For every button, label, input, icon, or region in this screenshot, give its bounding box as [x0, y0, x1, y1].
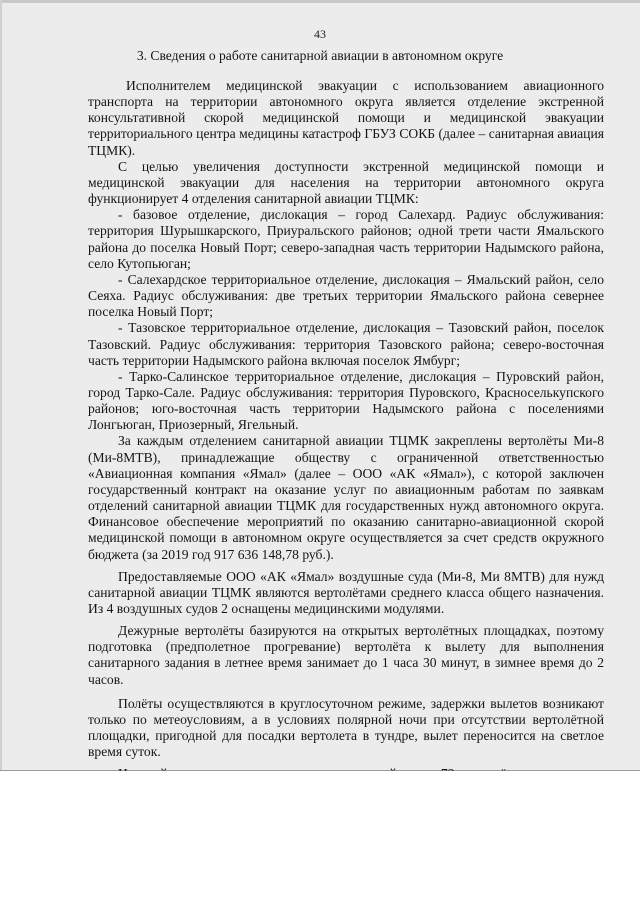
paragraph-helicopters: За каждым отделением санитарной авиации ТЦМК закреплены вертолёты Ми-8 (Ми-8МТВ), принадлежащие обществу с ограниченной ответственностью «Авиационная компания «Ямал» (далее – ООО «АК «Ямал»), с которой заключен государственный контракт на оказание услуг по авиационным работам по заявкам отделений санитарной авиации ТЦМК для государственных нужд автономного округа. Финансовое обеспечение мероприятий по оказанию санитарно-авиационной скорой медицинской помощи в автономном округе осуществляется за счет средств окружного бюджета (за 2019 год 917 636 148,78 руб.).	[88, 433, 604, 562]
paragraph-flights: Полёты осуществляются в круглосуточном режиме, задержки вылетов возникают только по метеоусловиям, а в условиях полярной ночи при отсутствии вертолётной площадки, пригодной для посадки вертолета в тундре, вылет переносится на светлое время суток.	[88, 695, 604, 760]
paragraph-aircraft: Предоставляемые ООО «АК «Ямал» воздушные суда (Ми-8, Ми 8МТВ) для нужд санитарной авиации ТЦМК являются вертолётами среднего класса общего назначения. Из 4 воздушных судов 2 оснащены медицинскими модулями.	[88, 568, 604, 616]
body-text	[88, 78, 604, 799]
paragraph-purpose: С целью увеличения доступности экстренной медицинской помощи и медицинской эвакуации для населения на территории автономного округа функционирует 4 отделения санитарной авиации ТЦМК:	[88, 158, 604, 207]
paragraph-executor: Исполнителем медицинской эвакуации с использованием авиационного транспорта на территории автономного округа является отделение экстренной консультативной скорой медицинской помощи и медицинской эвакуации территориального центра медицины катастроф ГБУЗ СОКБ (далее – санитарная авиация ТЦМК).	[88, 78, 604, 158]
paragraph-salekhard-department: - Салехардское территориальное отделение, дислокация – Ямальский район, село Сеяха. Радиус обслуживания: две третьих территории Ямальского района севернее поселка Новый Порт;	[88, 271, 604, 320]
blank-area	[0, 771, 640, 905]
scan-edge-top	[0, 0, 640, 3]
paragraph-tazovsky-department: - Тазовское территориальное отделение, дислокация – Тазовский район, поселок Тазовский. Радиус обслуживания: территория Тазовского района; северо-восточная часть территории Надымского района включая поселок Ямбург;	[88, 320, 604, 368]
paragraph-duty-helicopters: Дежурные вертолёты базируются на открытых вертолётных площадках, поэтому подготовка (предполетное прогревание) вертолёта к вылету для выполнения санитарного задания в летнее время занимает до 1 часа 30 минут, в зимнее время до 2 часов.	[88, 623, 604, 687]
scan-edge-left	[0, 0, 2, 770]
section-heading: 3. Сведения о работе санитарной авиации в автономном округе	[136, 48, 504, 63]
page-number: 43	[314, 27, 326, 41]
paragraph-tarko-sale-department: - Тарко-Салинское территориальное отделение, дислокация – Пуровский район, город Тарко-Сале. Радиус обслуживания: территория Пуровского, Красноселькупского районов; юго-восточная часть территории Надымского района с поселениями Лонгьюган, Приозерный, Ягельный.	[88, 368, 604, 433]
paragraph-base-department: - базовое отделение, дислокация – город Салехард. Радиус обслуживания: территория Шурышкарского, Приуральского районов; одной трети части Ямальского района до поселка Новый Порт; северо-западная часть территории Надымского района, село Кутопьюган;	[88, 207, 604, 271]
